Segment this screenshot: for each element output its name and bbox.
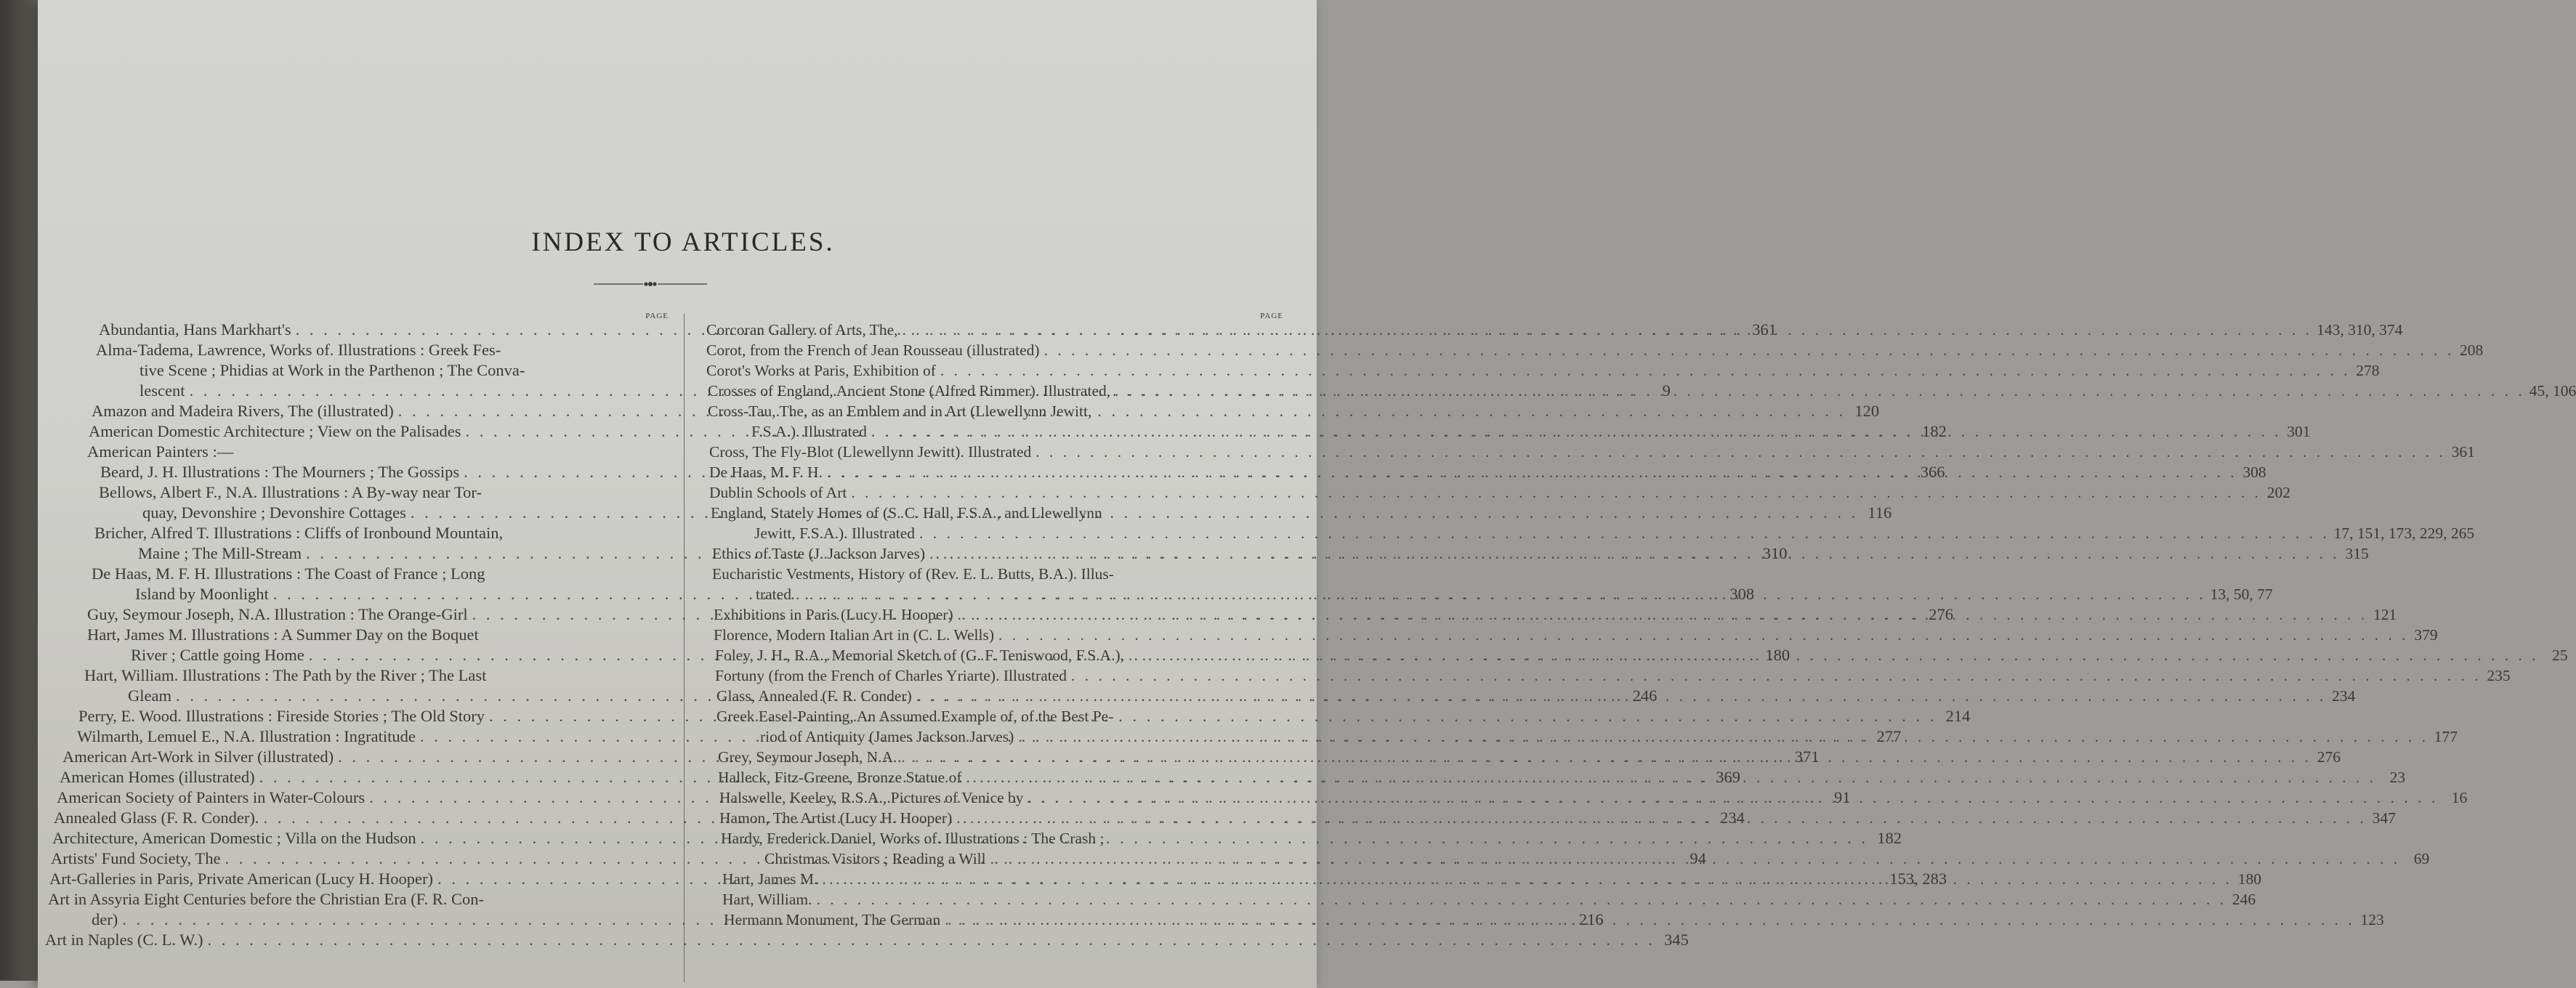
entry-title: tive Scene ; Phidias at Work in the Parthenon ; The Conva-	[140, 361, 525, 379]
entry-title: Cross-Tau, The, as an Emblem and in Art (Llewellynn Jewitt,	[708, 402, 1092, 420]
entry-line	[721, 828, 1305, 849]
entry-title: England, Stately Homes of (S. C. Hall, F.S.A., and Llewellynn	[711, 504, 1102, 522]
entry-page-number: 345	[1664, 931, 1689, 949]
page-title: INDEX TO ARTICLES.	[531, 227, 835, 257]
entry-page-number: 13, 50, 77	[2210, 586, 2273, 603]
entry-title: Art in Assyria Eight Centuries before the Christian Era (F. R. Con-	[48, 890, 484, 908]
entry-line	[87, 625, 677, 645]
entry-title: River ; Cattle going Home	[131, 646, 304, 664]
entry-line	[711, 523, 2475, 543]
entry-line	[84, 665, 677, 686]
entry-title: Cross, The Fly-Blot (Llewellynn Jewitt). Illustrated	[709, 443, 1032, 461]
dot-leader	[916, 686, 2327, 706]
entry-line	[87, 442, 677, 462]
entry-line	[712, 564, 1305, 584]
entry-line	[92, 564, 677, 584]
entry-title: American Society of Painters in Water-Colours	[57, 788, 366, 806]
entry-page-number: 94	[1689, 849, 1706, 867]
dot-leader	[851, 482, 2261, 503]
entry-title: Gleam	[128, 687, 171, 705]
entry-line	[96, 360, 677, 381]
entry-line	[706, 340, 2484, 360]
entry-title: Crosses of England, Ancient Stone (Alfred Rimmer). Illustrated,	[708, 382, 1111, 400]
entry-title: Hardy, Frederick Daniel, Works of. Illustrations : The Crash ;	[721, 830, 1105, 847]
entry-title: Corcoran Gallery of Arts, The,	[706, 321, 898, 339]
entry-title: Halleck, Fitz-Greene, Bronze Statue of	[718, 769, 962, 786]
dot-leader	[901, 747, 2311, 767]
entry-page-number: 246	[1632, 687, 1658, 705]
entry-page-number: 202	[2266, 484, 2290, 501]
entry-title: Corot, from the French of Jean Rousseau (illustrated)	[706, 341, 1040, 359]
dot-leader	[796, 584, 2206, 604]
entry-page-number: 143, 310, 374	[2317, 321, 2403, 339]
entry-line	[48, 889, 677, 910]
dot-leader	[817, 889, 2227, 910]
index-entry	[706, 360, 2380, 381]
entry-line	[709, 482, 2290, 503]
entry-line	[45, 930, 1689, 950]
entry-title: Hart, James M. Illustrations : A Summer Day on the Boquet	[87, 625, 479, 644]
entry-title: quay, Devonshire ; Devonshire Cottages	[142, 503, 406, 522]
entry-page-number: 379	[2414, 626, 2438, 644]
entry-page-number: 153, 283	[1889, 870, 1947, 888]
entry-page-number: 9	[1662, 381, 1671, 400]
entry-page-number: 16	[2451, 789, 2468, 806]
entry-title: Florence, Modern Italian Art in (C. L. Wells)	[714, 626, 994, 644]
entry-title: Hermann Monument, The German	[724, 911, 941, 928]
title-ornament	[592, 277, 708, 291]
entry-title: Artists' Fund Society, The	[51, 849, 221, 867]
dot-leader	[871, 421, 2282, 442]
entry-title: American Painters :—	[87, 442, 234, 461]
entry-title: riod of Antiquity (James Jackson Jarves)	[760, 728, 1014, 745]
entry-page-number: 216	[1578, 910, 1604, 928]
entry-title: American Art-Work in Silver (illustrated)	[62, 748, 334, 766]
entry-title: Island by Moonlight	[135, 585, 269, 603]
entry-page-number: 301	[2287, 423, 2311, 440]
entry-title: Beard, J. H. Illustrations : The Mourners ; The Gossips	[100, 463, 460, 481]
dot-leader	[1044, 340, 2455, 360]
entry-line	[96, 340, 677, 360]
entry-page-number: 116	[1868, 503, 1892, 522]
entry-page-number: 208	[2459, 341, 2484, 359]
entry-page-number: 45, 106	[2529, 382, 2576, 400]
entry-title: Eucharistic Vestments, History of (Rev. E. L. Butts, B.A.). Illus-	[712, 565, 1114, 583]
entry-title: De Haas, M. F. H. Illustrations : The Coast of France ; Long	[92, 564, 485, 583]
dot-leader	[945, 910, 2355, 930]
entry-title: Bellows, Albert F., N.A. Illustrations : A By-way near Tor-	[99, 483, 482, 501]
dot-leader	[919, 523, 2330, 543]
index-entry	[708, 381, 2576, 401]
entry-page-number: 17, 151, 173, 229, 265	[2333, 525, 2475, 542]
entry-title: der)	[92, 910, 118, 928]
index-entry	[87, 442, 677, 462]
entry-page-number: 361	[2451, 443, 2475, 461]
entry-line	[716, 706, 1305, 726]
entry-line	[94, 523, 677, 543]
entry-line	[708, 401, 1305, 421]
dot-leader	[1115, 381, 2525, 401]
entry-line	[711, 503, 1305, 523]
entry-line	[715, 665, 2511, 686]
entry-page-number: 369	[1716, 768, 1741, 786]
entry-page-number: 310	[1762, 544, 1788, 562]
entry-page-number: 182	[1877, 829, 1902, 847]
entry-title: Guy, Seymour Joseph, N.A. Illustration : The Orange-Girl	[87, 605, 468, 623]
entry-page-number: 180	[1765, 646, 1790, 664]
entry-title: trated	[756, 586, 791, 603]
entry-title: Architecture, American Domestic ; Villa on the Hudson	[52, 829, 416, 847]
index-entry	[709, 442, 2475, 462]
entry-title: Ethics of Taste (J. Jackson Jarves)	[712, 545, 926, 562]
dot-leader	[1035, 442, 2446, 462]
dot-leader	[1018, 726, 2428, 747]
entry-page-number: 177	[2434, 728, 2458, 745]
entry-page-number: 234	[2332, 687, 2356, 705]
entry-page-number: 246	[2232, 891, 2256, 908]
entry-page-number: 180	[2237, 870, 2261, 888]
entry-title: Glass, Annealed (F. R. Conder)	[716, 687, 912, 705]
entry-title: Hart, James M.	[722, 870, 818, 888]
entry-title: Foley, J. H., R.A., Memorial Sketch of (G. F. Teniswood, F.S.A.),	[715, 647, 1124, 664]
entry-page-number: 182	[1922, 422, 1947, 440]
index-entry	[709, 482, 2290, 503]
entry-page-number: 361	[1752, 320, 1777, 339]
entry-title: Halswelle, Keeley, R.S.A., Pictures of Venice by	[719, 789, 1024, 806]
entry-title: Art in Naples (C. L. W.)	[45, 931, 203, 949]
entry-page-number: 315	[2345, 545, 2369, 562]
entry-line	[99, 482, 677, 503]
entry-title: Christmas Visitors ; Reading a Will	[764, 850, 986, 867]
entry-page-number: 120	[1854, 402, 1880, 420]
page-column-header: PAGE	[1260, 312, 1283, 320]
entry-page-number: 91	[1833, 788, 1851, 806]
entry-title: Corot's Works at Paris, Exhibition of	[706, 362, 936, 379]
entry-title: American Domestic Architecture ; View on the Palisades	[89, 422, 461, 440]
entry-title: Hart, William. Illustrations : The Path by the River ; The Last	[84, 666, 487, 684]
index-entry	[714, 625, 2438, 645]
entry-title: Wilmarth, Lemuel E., N.A. Illustration : Ingratitude	[77, 727, 416, 745]
dot-leader	[1028, 787, 2439, 808]
entry-title: Art-Galleries in Paris, Private American (Lucy H. Hooper)	[49, 870, 433, 888]
index-entry	[722, 889, 2256, 910]
index-entry	[45, 930, 1689, 950]
entry-line	[709, 442, 2475, 462]
entry-title: Alma-Tadema, Lawrence, Works of. Illustrations : Greek Fes-	[96, 341, 501, 359]
entry-title: Hamon, The Artist (Lucy H. Hooper)	[719, 809, 953, 827]
entry-title: Maine ; The Mill-Stream	[138, 544, 302, 562]
entry-title: American Homes (illustrated)	[60, 768, 255, 786]
dot-leader	[956, 808, 2367, 828]
entry-title: Fortuny (from the French of Charles Yriarte). Illustrated	[715, 667, 1067, 684]
dot-leader	[966, 767, 2377, 787]
entry-page-number: 123	[2360, 911, 2384, 928]
entry-title: Bricher, Alfred T. Illustrations : Cliffs of Ironbound Mountain,	[94, 524, 504, 542]
entry-title: De Haas, M. F. H.	[709, 463, 823, 481]
entry-page-number: 214	[1945, 707, 1971, 725]
entry-title: Perry, E. Wood. Illustrations : Fireside Stories ; The Old Story	[78, 707, 485, 725]
dot-leader	[940, 360, 2351, 381]
entry-title: Exhibitions in Paris (Lucy H. Hooper)	[714, 606, 953, 623]
entry-page-number: 371	[1794, 748, 1820, 766]
entry-title: Greek Easel-Painting, An Assumed Example of, of the Best Pe-	[716, 708, 1114, 725]
dot-leader	[822, 869, 2232, 889]
entry-page-number: 23	[2389, 769, 2406, 786]
index-entry	[706, 340, 2484, 360]
entry-title: Hart, William.	[722, 891, 812, 908]
dot-leader	[990, 849, 2401, 869]
entry-line	[722, 889, 2256, 910]
entry-page-number: 308	[2242, 463, 2266, 481]
entry-page-number: 308	[1729, 585, 1755, 603]
entry-title: Annealed Glass (F. R. Conder).	[54, 809, 259, 827]
dot-leader	[958, 604, 2368, 625]
entry-page-number: 366	[1920, 463, 1945, 481]
dot-leader	[1128, 645, 2539, 665]
dot-leader	[1071, 665, 2482, 686]
entry-page-number: 69	[2413, 850, 2430, 867]
entry-line	[706, 360, 2380, 381]
entry-page-number: 234	[1720, 809, 1745, 827]
dot-leader	[929, 543, 2340, 564]
entry-page-number: 121	[2373, 606, 2397, 623]
entry-title: Dublin Schools of Art	[709, 484, 847, 501]
dot-leader	[827, 462, 2237, 482]
dot-leader	[903, 320, 2313, 340]
entry-title: lescent	[140, 381, 185, 400]
entry-line	[708, 381, 2576, 401]
entry-title: Jewitt, F.S.A.). Illustrated	[754, 525, 916, 542]
entry-page-number: 347	[2372, 809, 2396, 827]
entry-page-number: 277	[1876, 727, 1902, 745]
index-entry	[715, 665, 2511, 686]
entry-title: Amazon and Madeira Rivers, The (illustrated)	[92, 402, 394, 420]
entry-line	[714, 625, 2438, 645]
entry-title: F.S.A.). Illustrated	[751, 423, 867, 440]
entry-page-number: 278	[2356, 362, 2380, 379]
dot-leader	[998, 625, 2409, 645]
page-column-header: PAGE	[645, 312, 669, 320]
entry-page-number: 276	[2317, 748, 2341, 766]
entry-page-number: 25	[2552, 647, 2568, 664]
entry-title: Grey, Seymour Joseph, N.A.	[718, 748, 897, 766]
entry-page-number: 276	[1929, 605, 1954, 623]
entry-title: Abundantia, Hans Markhart's	[99, 320, 291, 339]
entry-page-number: 235	[2487, 667, 2511, 684]
